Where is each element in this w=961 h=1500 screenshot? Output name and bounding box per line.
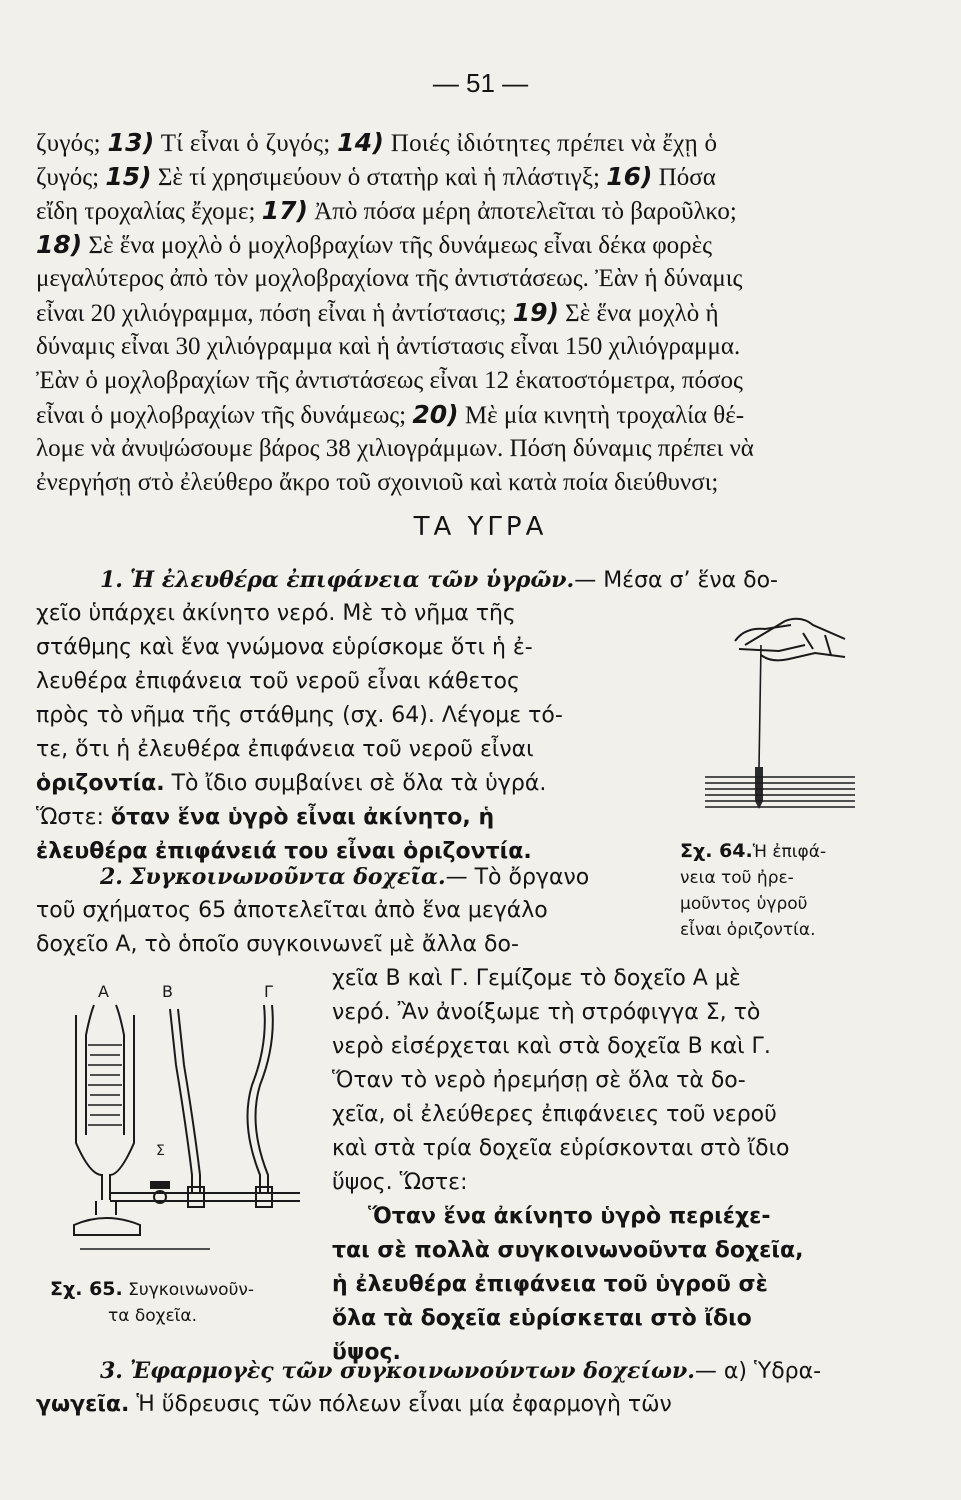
- s2-line-4: χεῖα Β καὶ Γ. Γεμίζομε τὸ δοχεῖο Α μὲ: [332, 966, 741, 991]
- caption-line: νεια τοῦ ἠρε-: [680, 868, 794, 888]
- text: εἶναι ὁ μοχλοβραχίων τῆς δυνάμεως;: [36, 402, 413, 429]
- question-number: 14): [337, 128, 385, 157]
- question-line-9: [36, 400, 744, 431]
- section-title: ΤΑ ΥΓΡΑ: [413, 512, 548, 542]
- s2-bold-line-2: ται σὲ πολλὰ συγκοινωνοῦντα δοχεῖα,: [332, 1238, 804, 1263]
- caption-text: Ἡ ἐπιφά-: [752, 842, 827, 862]
- s2-line-2: τοῦ σχήματος 65 ἀποτελεῖται ἀπὸ ἕνα μεγάλο: [36, 898, 548, 923]
- text: Ὥστε:: [36, 805, 111, 830]
- text: — α) Ὑδρα-: [694, 1359, 822, 1384]
- text: εἶναι 20 χιλιόγραμμα, πόση εἶναι ἡ ἀντίστασις;: [36, 300, 513, 327]
- s2-line-9: καὶ στὰ τρία δοχεῖα εὑρίσκονται στὸ ἴδιο: [332, 1136, 790, 1161]
- bold-text: ὅταν ἕνα ὑγρὸ εἶναι ἀκίνητο, ἡ: [110, 805, 495, 830]
- s2-line-6: νερὸ εἰσέρχεται καὶ στὰ δοχεῖα Β καὶ Γ.: [332, 1034, 771, 1059]
- question-line-7: δύναμις εἶναι 30 χιλιόγραμμα καὶ ἡ ἀντίστασις εἶναι 150 χιλιόγραμμα.: [36, 333, 741, 360]
- section-subtitle: Ἐφαρμογὲς τῶν συγκοινωνούντων δοχείων.: [129, 1358, 695, 1384]
- caption-line: [50, 1276, 330, 1303]
- section-subtitle: Ἡ ἐλευθέρα ἐπιφάνεια τῶν ὑγρῶν.: [129, 567, 575, 593]
- figure-64-caption: [680, 838, 940, 943]
- s2-line-3: δοχεῖο Α, τὸ ὁποῖο συγκοινωνεῖ μὲ ἄλλα δο-: [36, 932, 519, 957]
- s1-line-7: [36, 769, 546, 799]
- caption-text: Συγκοινωνοῦν-: [128, 1280, 255, 1300]
- figure-65-communicating-vessels: [50, 975, 310, 1260]
- figure-65-caption: [50, 1276, 330, 1329]
- text: Σὲ τί χρησιμεύουν ὁ στατὴρ καὶ ἡ πλάστιγξ;: [151, 164, 607, 191]
- vessel-label-b: Β: [162, 982, 173, 1001]
- caption-label: Σχ. 65.: [50, 1278, 123, 1300]
- s1-line-6: τε, ὅτι ἡ ἐλευθέρα ἐπιφάνεια τοῦ νεροῦ εἶναι: [36, 737, 534, 762]
- text: — Τὸ ὄργανο: [445, 865, 590, 890]
- text: Πόσα: [652, 164, 716, 191]
- question-line-5: μεγαλύτερος ἀπὸ τὸν μοχλοβραχίονα τῆς ἀντιστάσεως. Ἐὰν ἡ δύναμις: [36, 265, 743, 292]
- text: ζυγός;: [36, 130, 108, 157]
- s1-line-8: [36, 803, 494, 833]
- s2-bold-line-3: ἡ ἐλευθέρα ἐπιφάνεια τοῦ ὑγροῦ σὲ: [332, 1272, 768, 1297]
- question-line-4: [36, 230, 712, 261]
- s1-line-9: ἐλευθέρα ἐπιφάνειά του εἶναι ὁριζοντία.: [36, 839, 532, 864]
- question-line-11: ἐνεργήσῃ στὸ ἐλεύθερο ἄκρο τοῦ σχοινιοῦ καὶ κατὰ ποία διεύθυνσι;: [36, 469, 719, 496]
- stopcock-label: Σ: [156, 1143, 165, 1159]
- question-number: 16): [606, 162, 653, 191]
- text: Σὲ ἕνα μοχλὸ ὁ μοχλοβραχίων τῆς δυνάμεως εἶναι δέκα φορὲς: [82, 232, 713, 259]
- question-number: 17): [261, 196, 308, 225]
- s2-line-1: [100, 862, 589, 893]
- question-line-2: [36, 162, 716, 193]
- question-line-8: Ἐὰν ὁ μοχλοβραχίων τῆς ἀντιστάσεως εἶναι 12 ἑκατοστόμετρα, πόσος: [36, 367, 743, 394]
- section-number: 3.: [100, 1358, 123, 1384]
- question-number: 15): [105, 162, 152, 191]
- text: Ἀπὸ πόσα μέρη ἀποτελεῖται τὸ βαροῦλκο;: [307, 198, 737, 225]
- caption-label: Σχ. 64.: [680, 840, 753, 862]
- caption-line: μοῦντος ὑγροῦ: [680, 894, 808, 914]
- text: εἴδη τροχαλίας ἔχομε;: [36, 198, 262, 225]
- question-line-3: [36, 196, 737, 227]
- text: Τί εἶναι ὁ ζυγός;: [154, 130, 338, 157]
- question-line-10: λομε νὰ ἀνυψώσουμε βάρος 38 χιλιογράμμων. Πόση δύναμις πρέπει νὰ: [36, 435, 754, 462]
- s2-line-8: χεῖα, οἱ ἐλεύθερες ἐπιφάνειες τοῦ νεροῦ: [332, 1102, 777, 1127]
- figure-64-plumb-line: [705, 605, 855, 835]
- vessel-label-a: Α: [98, 982, 109, 1001]
- bold-text: γωγεῖα.: [36, 1392, 130, 1417]
- page-number: — 51 —: [432, 68, 529, 98]
- vessel-label-g: Γ: [264, 982, 273, 1001]
- text: ζυγός;: [36, 164, 106, 191]
- s3-line-1: [100, 1356, 821, 1387]
- question-number: 13): [107, 128, 155, 157]
- text: Τὸ ἴδιο συμβαίνει σὲ ὅλα τὰ ὑγρά.: [164, 771, 547, 796]
- s1-line-2: χεῖο ὑπάρχει ἀκίνητο νερό. Μὲ τὸ νῆμα τῆς: [36, 601, 516, 626]
- s2-bold-line-5: ὕψος.: [332, 1340, 401, 1365]
- s2-line-10: ὕψος. Ὥστε:: [332, 1170, 468, 1195]
- caption-line: [680, 838, 940, 865]
- s2-line-7: Ὅταν τὸ νερὸ ἠρεμήσῃ σὲ ὅλα τὰ δο-: [332, 1068, 746, 1093]
- section-number: 2.: [100, 864, 123, 890]
- s2-bold-line-4: ὅλα τὰ δοχεῖα εὑρίσκεται στὸ ἴδιο: [332, 1306, 752, 1331]
- s3-line-2: [36, 1390, 672, 1420]
- text: Ποιές ἰδιότητες πρέπει νὰ ἔχῃ ὁ: [384, 130, 718, 157]
- s1-line-5: πρὸς τὸ νῆμα τῆς στάθμης (σχ. 64). Λέγομε τό-: [36, 703, 563, 728]
- section-number: 1.: [100, 567, 123, 593]
- question-line-1: [36, 128, 717, 159]
- question-number: 19): [512, 298, 559, 327]
- s2-bold-line-1: Ὅταν ἕνα ἀκίνητο ὑγρὸ περιέχε-: [368, 1204, 771, 1229]
- section-subtitle: Συγκοινωνοῦντα δοχεῖα.: [129, 864, 446, 890]
- caption-line: εἶναι ὁριζοντία.: [680, 920, 816, 940]
- question-line-6: [36, 298, 719, 329]
- text: Μὲ μία κινητὴ τροχαλία θέ-: [458, 402, 745, 429]
- s1-line-3: στάθμης καὶ ἕνα γνώμονα εὑρίσκομε ὅτι ἡ ἐ-: [36, 635, 533, 660]
- caption-line: τα δοχεῖα.: [108, 1306, 198, 1326]
- text: — Μέσα σ’ ἕνα δο-: [574, 568, 778, 593]
- question-number: 20): [412, 400, 459, 429]
- s1-line-1: [100, 565, 778, 596]
- s2-line-5: νερό. Ἂν ἀνοίξωμε τὴ στρόφιγγα Σ, τὸ: [332, 1000, 761, 1025]
- question-number: 18): [36, 230, 83, 259]
- text: Σὲ ἕνα μοχλὸ ἡ: [558, 300, 719, 327]
- bold-text: ὁριζοντία.: [36, 771, 165, 796]
- text: Ἡ ὕδρευσις τῶν πόλεων εἶναι μία ἐφαρμογὴ τῶν: [129, 1392, 672, 1417]
- s1-line-4: λευθέρα ἐπιφάνεια τοῦ νεροῦ εἶναι κάθετος: [36, 669, 520, 694]
